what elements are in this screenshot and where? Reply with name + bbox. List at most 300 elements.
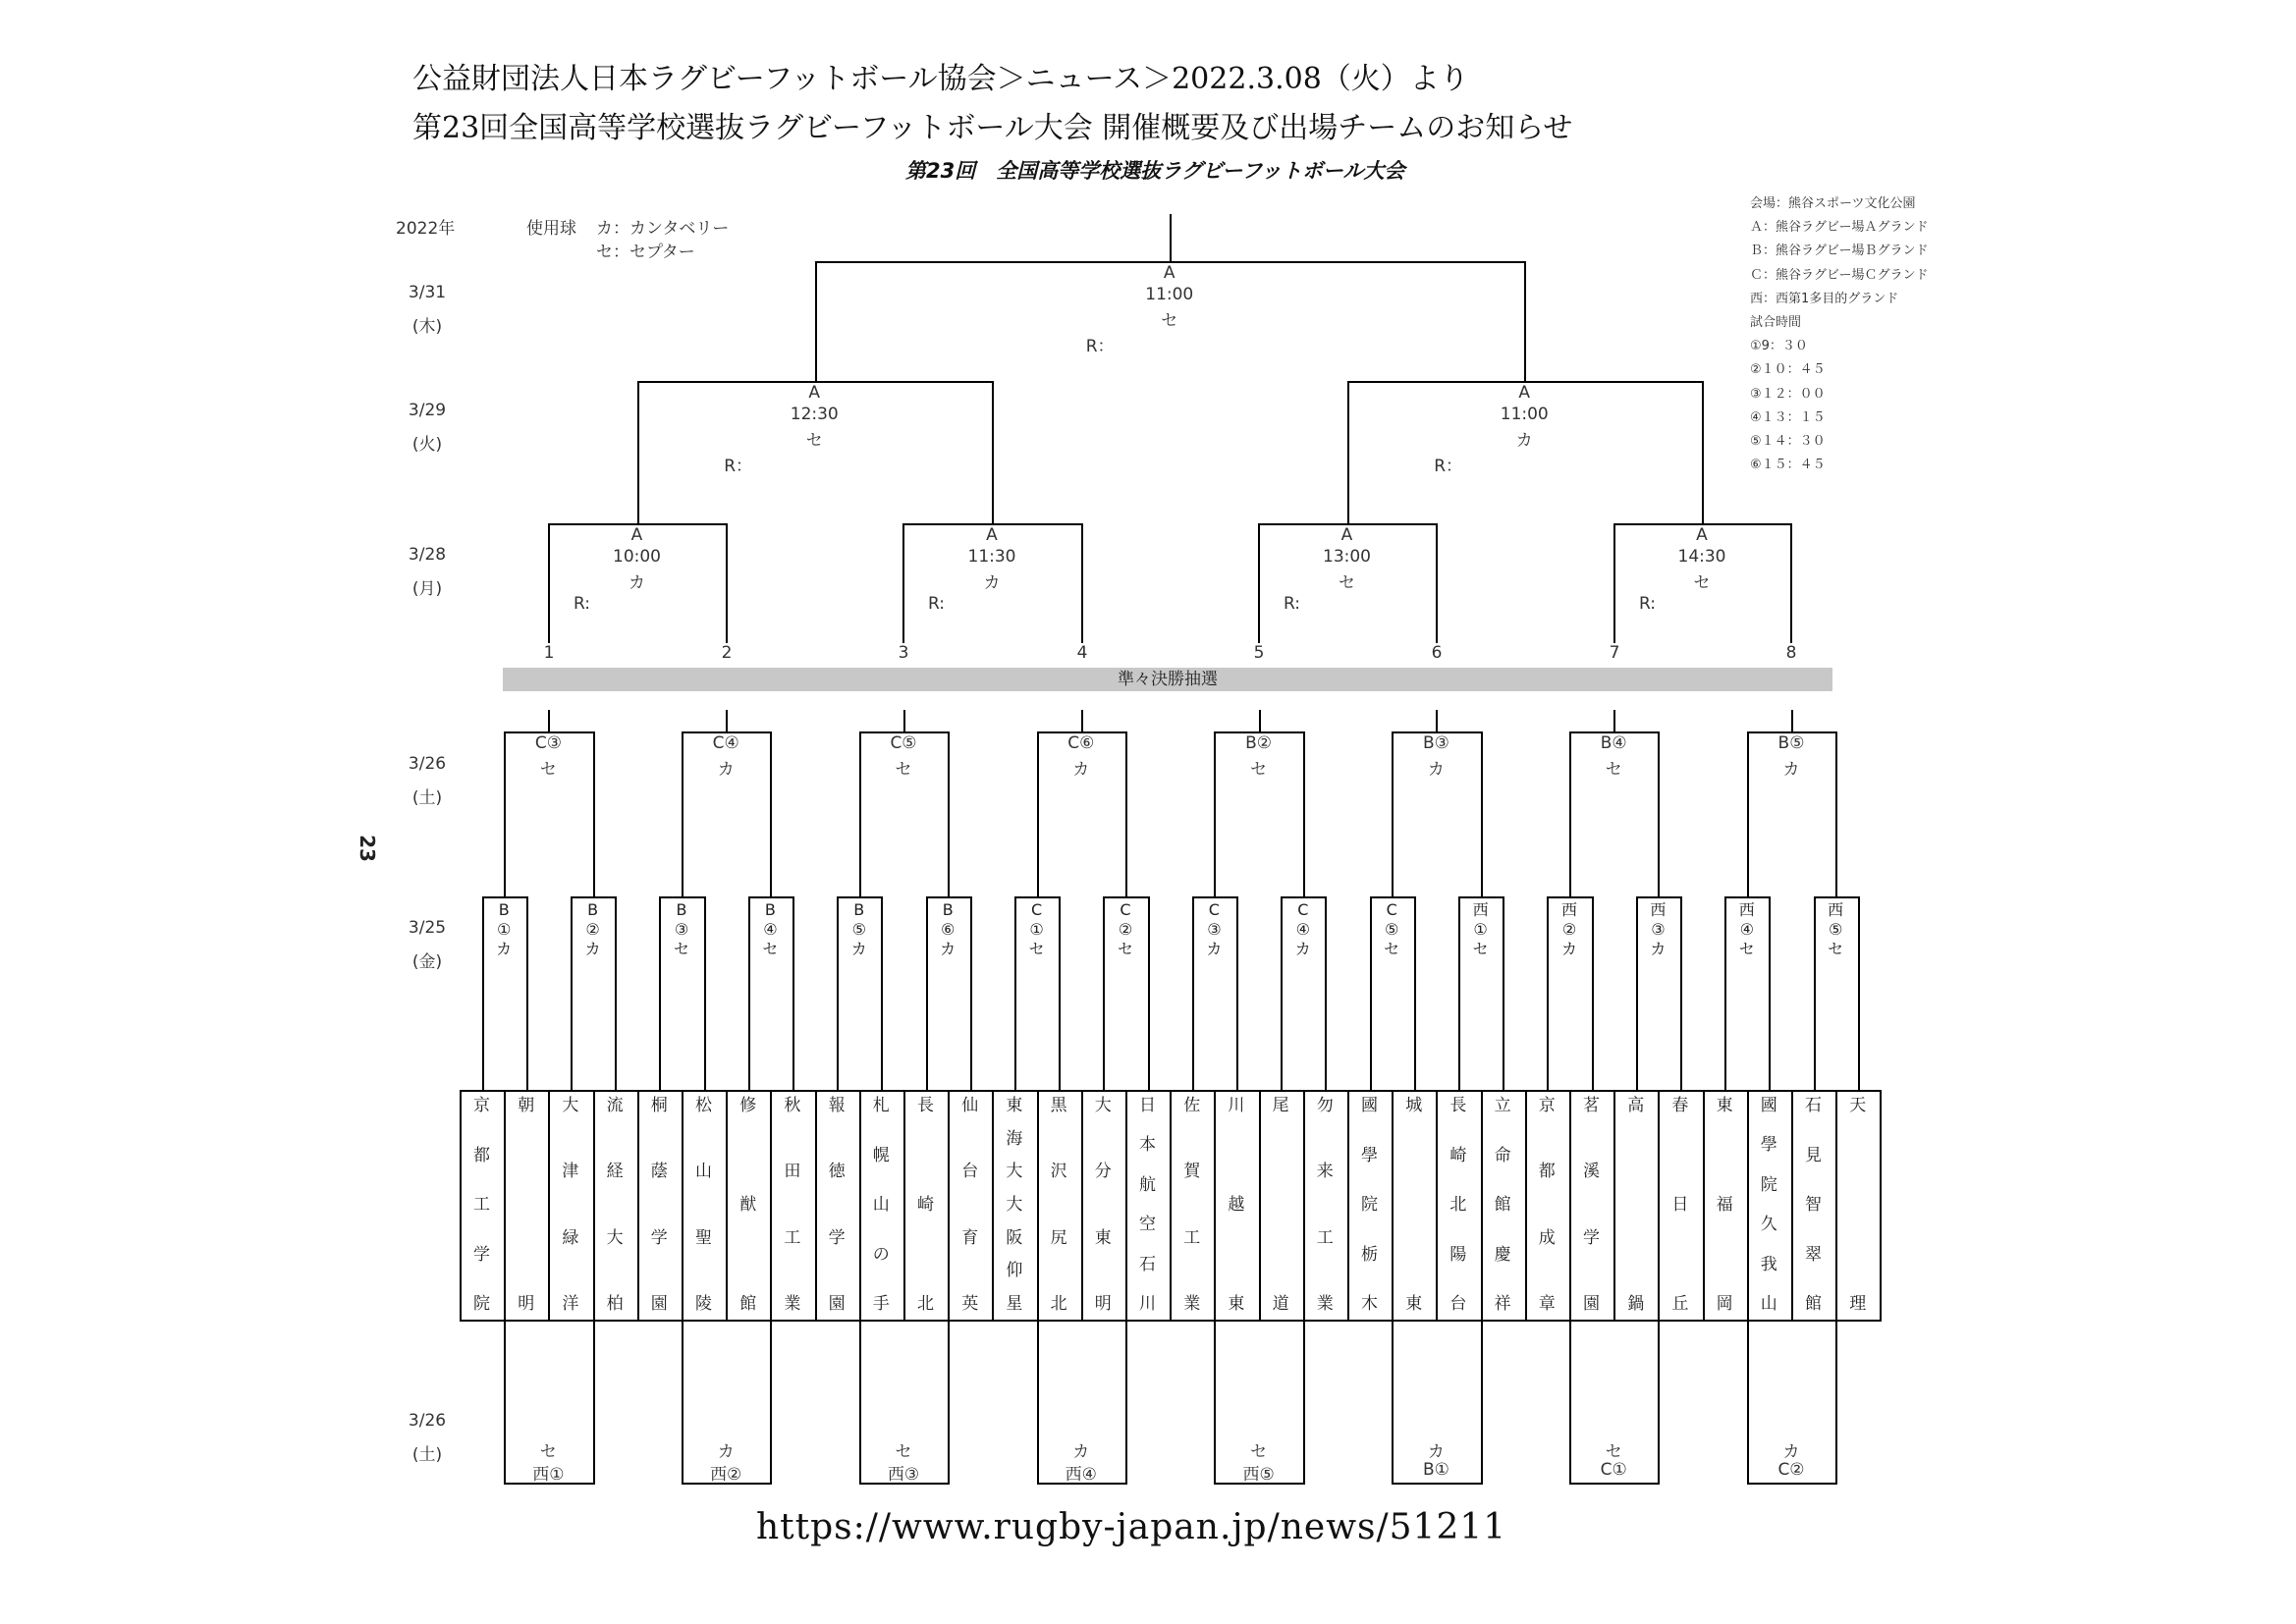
venue-note: 試合時間: [1750, 315, 1802, 330]
team-name: [1481, 1090, 1525, 1320]
team-name-char: 都: [1538, 1162, 1556, 1182]
consolation-bar: [1569, 1483, 1660, 1485]
team-name-char: 流: [606, 1096, 624, 1115]
team-name-char: 日: [1671, 1195, 1689, 1215]
team-name-char: 経: [606, 1162, 624, 1182]
team-name: [504, 1090, 548, 1320]
round1-match-label: [484, 900, 523, 959]
team-name-char: 尻: [1050, 1227, 1067, 1248]
round1-label-part: ⑤: [1385, 920, 1399, 939]
semifinal-time: 12:30: [790, 405, 839, 424]
round1-match-bar: [1370, 896, 1416, 898]
team-name-char: 阪: [1006, 1227, 1023, 1248]
round2-leg: [1037, 731, 1039, 896]
round2-venue: B④: [1600, 733, 1627, 753]
round2-leg: [1747, 731, 1749, 896]
date-quarter: 3/28: [408, 545, 447, 565]
team-name-char: 柏: [606, 1293, 624, 1314]
final-ball: セ: [1161, 311, 1178, 331]
team-name: [770, 1090, 814, 1320]
team-name-char: 館: [1494, 1195, 1511, 1215]
round1-leg: [704, 896, 706, 1090]
team-name-char: 鍋: [1627, 1294, 1645, 1314]
consolation-bar: [1747, 1483, 1837, 1485]
quarterfinal-result: R:: [574, 594, 591, 614]
quarterfinal-leg: [726, 523, 728, 643]
team-name-char: 緑: [562, 1227, 579, 1248]
quarterfinal-leg: [548, 523, 550, 643]
round2-leg: [1303, 731, 1305, 896]
team-name-char: 徳: [828, 1162, 846, 1182]
semifinal-ball: セ: [805, 431, 823, 451]
team-name: [903, 1090, 948, 1320]
round1-label-part: カ: [496, 940, 513, 958]
semifinal-venue: A: [1518, 383, 1531, 403]
team-name-char: 台: [961, 1162, 979, 1182]
weekday-final: (木): [411, 317, 443, 337]
round2-ball: カ: [1427, 760, 1445, 780]
team-name-char: 立: [1494, 1096, 1511, 1115]
round2-leg: [593, 731, 595, 896]
venue-note: Ａ：熊谷ラグビー場Ａグランド: [1750, 220, 1929, 236]
round1-match-label: [1194, 900, 1233, 959]
venue-note: Ｂ：熊谷ラグビー場Ｂグランド: [1750, 244, 1929, 259]
team-name-char: 川: [1139, 1293, 1156, 1314]
round2-ball: セ: [1605, 760, 1622, 780]
team-name-char: 石: [1805, 1096, 1822, 1115]
team-name-char: 学: [828, 1227, 846, 1248]
round1-label-part: C: [1120, 900, 1131, 919]
round1-match-bar: [748, 896, 794, 898]
round2-ball: カ: [1782, 760, 1800, 780]
round1-leg: [1414, 896, 1416, 1090]
weekday-semi: (火): [411, 435, 443, 455]
round1-leg: [1680, 896, 1682, 1090]
quarterfinal-result: R:: [1639, 594, 1657, 614]
team-name-char: 園: [828, 1293, 846, 1314]
team-name-char: 空: [1139, 1215, 1156, 1235]
team-name-char: の: [872, 1244, 890, 1265]
round1-leg: [881, 896, 883, 1090]
source-breadcrumb: 公益財団法人日本ラグビーフットボール協会＞ニュース＞2022.3.08（火）より: [412, 62, 1469, 96]
venue-note: ③１２：００: [1750, 386, 1826, 402]
consolation-leg: [770, 1320, 772, 1483]
final-leg: [815, 261, 817, 381]
round1-label-part: セ: [1472, 940, 1489, 958]
round1-leg: [793, 896, 794, 1090]
team-name-char: 蔭: [650, 1162, 668, 1182]
quarterfinal-venue: A: [630, 525, 643, 545]
team-name-char: 道: [1272, 1294, 1289, 1314]
round1-label-part: ③: [674, 920, 689, 939]
round1-match-bar: [1281, 896, 1327, 898]
team-name-char: 栃: [1361, 1244, 1378, 1265]
consolation-venue: 西①: [532, 1465, 565, 1485]
team-name-char: 溪: [1583, 1162, 1600, 1182]
team-name-char: 崎: [1449, 1145, 1467, 1165]
round1-label-part: B: [764, 900, 776, 919]
round1-match-label: [750, 900, 790, 959]
quarterfinal-ball: セ: [1339, 573, 1355, 593]
team-name-char: 分: [1094, 1162, 1112, 1182]
team-name: [593, 1090, 637, 1320]
team-name-char: 長: [917, 1096, 934, 1115]
team-name-char: 航: [1139, 1174, 1156, 1195]
round2-stem: [726, 710, 728, 731]
team-name: [1347, 1090, 1392, 1320]
team-name-char: 育: [961, 1227, 979, 1248]
team-name-char: 仰: [1006, 1261, 1023, 1281]
date-final: 3/31: [408, 283, 447, 302]
semifinal-venue: A: [808, 383, 821, 403]
champion-stem: [1170, 214, 1172, 261]
quarterfinal-leg: [902, 523, 904, 643]
team-name-char: 章: [1538, 1293, 1556, 1314]
team-name-char: 修: [739, 1096, 757, 1115]
round2-stem: [1259, 710, 1261, 731]
quarterfinal-draw-band: 準々決勝抽選: [503, 668, 1832, 691]
round2-venue: B②: [1245, 733, 1273, 753]
consolation-ball: カ: [717, 1442, 735, 1462]
team-name-char: 報: [828, 1096, 846, 1115]
round1-leg: [1769, 896, 1771, 1090]
team-name: [1525, 1090, 1569, 1320]
weekday-r1: (金): [411, 952, 443, 972]
team-name-char: 秋: [784, 1096, 801, 1115]
team-name-char: 我: [1760, 1254, 1777, 1274]
team-name-char: 丘: [1671, 1294, 1689, 1314]
team-name: [726, 1090, 770, 1320]
team-name-char: 國: [1361, 1096, 1378, 1115]
bracket-slot-number: 1: [543, 643, 555, 663]
team-name-char: 東: [1094, 1227, 1112, 1248]
team-name-char: 学: [473, 1244, 490, 1265]
round1-label-part: B: [587, 900, 599, 919]
round1-match-bar: [1814, 896, 1860, 898]
venue-note: ⑤１４：３０: [1750, 434, 1826, 449]
team-name: [1835, 1090, 1880, 1320]
team-name-char: 工: [1183, 1227, 1201, 1248]
venue-note: 会場：熊谷スポーツ文化公園: [1750, 196, 1916, 211]
round1-leg: [1059, 896, 1061, 1090]
round1-label-part: C: [1386, 900, 1397, 919]
quarterfinal-venue: A: [1340, 525, 1353, 545]
round1-match-bar: [1458, 896, 1504, 898]
team-name: [1125, 1090, 1170, 1320]
team-name-char: 木: [1361, 1294, 1378, 1314]
team-name-char: 見: [1805, 1145, 1822, 1165]
team-name-char: 茗: [1583, 1096, 1600, 1115]
team-name-char: 幌: [872, 1145, 890, 1165]
team-name-char: 國: [1760, 1096, 1777, 1115]
consolation-ball: カ: [1782, 1442, 1800, 1462]
quarterfinal-leg: [1790, 523, 1792, 643]
quarterfinal-time: 11:30: [967, 547, 1016, 567]
team-name-char: 東: [1006, 1096, 1023, 1115]
team-name-char: 東: [1405, 1294, 1423, 1314]
round1-label-part: ③: [1207, 920, 1222, 939]
round2-leg: [1658, 731, 1660, 896]
consolation-leg: [1392, 1320, 1394, 1483]
round1-leg: [1858, 896, 1860, 1090]
round1-label-part: ①: [497, 920, 512, 939]
round1-label-part: ①: [1029, 920, 1044, 939]
team-name-char: 院: [473, 1294, 490, 1314]
team-name-char: 京: [1538, 1096, 1556, 1115]
round1-label-part: カ: [1560, 940, 1577, 958]
consolation-leg: [948, 1320, 950, 1483]
team-name-char: 崎: [917, 1195, 934, 1215]
round1-label-part: ⑤: [851, 920, 866, 939]
round1-label-part: B: [942, 900, 954, 919]
round2-ball: カ: [1072, 760, 1090, 780]
year-label: 2022年: [396, 219, 456, 239]
team-name-char: 館: [1805, 1294, 1822, 1314]
round1-label-part: セ: [1028, 940, 1045, 958]
round1-match-label: [1372, 900, 1411, 959]
team-name-char: 陽: [1449, 1244, 1467, 1265]
weekday-consolation: (土): [411, 1445, 443, 1465]
round1-label-part: セ: [673, 940, 689, 958]
round1-label-part: B: [498, 900, 510, 919]
team-name: [1436, 1090, 1480, 1320]
round1-label-part: ④: [1295, 920, 1310, 939]
semifinal-leg: [637, 381, 639, 523]
round2-leg: [1392, 731, 1394, 896]
team-name-char: 松: [695, 1096, 712, 1115]
round1-leg: [1503, 896, 1504, 1090]
bracket-slot-number: 5: [1253, 643, 1265, 663]
venue-note: Ｃ：熊谷ラグビー場Ｃグランド: [1750, 267, 1929, 283]
consolation-bar: [1392, 1483, 1482, 1485]
team-name-char: 學: [1760, 1135, 1777, 1156]
team-name: [1569, 1090, 1613, 1320]
round1-leg: [1148, 896, 1150, 1090]
round2-leg: [1569, 731, 1571, 896]
team-name-char: 学: [1583, 1227, 1600, 1248]
round2-ball: セ: [539, 760, 557, 780]
team-name-char: 成: [1538, 1227, 1556, 1248]
consolation-ball: セ: [1605, 1442, 1622, 1462]
team-name-char: 英: [961, 1293, 979, 1314]
venue-note: ①9：３０: [1750, 339, 1808, 354]
round1-match-label: [1284, 900, 1323, 959]
quarterfinal-time: 13:00: [1323, 547, 1371, 567]
quarterfinal-result: R:: [1284, 594, 1301, 614]
bracket-slot-number: 6: [1431, 643, 1443, 663]
quarterfinal-ball: カ: [629, 573, 645, 593]
consolation-leg: [1835, 1320, 1837, 1483]
team-name-char: 春: [1671, 1096, 1689, 1115]
round2-leg: [1214, 731, 1216, 896]
round2-venue: B⑤: [1777, 733, 1805, 753]
round1-label-part: C: [1208, 900, 1220, 919]
team-name-char: 東: [1716, 1096, 1733, 1115]
round2-leg: [948, 731, 950, 896]
round1-match-bar: [1014, 896, 1061, 898]
round1-match-bar: [926, 896, 972, 898]
round2-stem: [1613, 710, 1615, 731]
team-name: [1791, 1090, 1835, 1320]
round2-leg: [504, 731, 506, 896]
team-name-char: 都: [473, 1145, 490, 1165]
team-name: [1170, 1090, 1214, 1320]
team-name: [992, 1090, 1036, 1320]
team-grid-divider: [1880, 1090, 1882, 1322]
round1-label-part: 西: [1560, 900, 1577, 919]
consolation-leg: [1569, 1320, 1571, 1483]
consolation-leg: [1214, 1320, 1216, 1483]
weekday-quarter: (月): [411, 579, 443, 599]
team-name-char: 明: [1094, 1293, 1112, 1314]
team-name-char: 学: [650, 1227, 668, 1248]
round1-label-part: 西: [1738, 900, 1755, 919]
team-name-char: 北: [917, 1294, 934, 1314]
round1-match-label: [574, 900, 613, 959]
round1-label-part: B: [676, 900, 687, 919]
round2-stem: [1081, 710, 1083, 731]
round2-leg: [770, 731, 772, 896]
consolation-venue: 西⑤: [1242, 1465, 1275, 1485]
team-name: [1303, 1090, 1347, 1320]
team-name-char: 田: [784, 1162, 801, 1182]
team-name-char: 猷: [739, 1195, 757, 1215]
announcement-title: 第23回全国高等学校選抜ラグビーフットボール大会 開催概要及び出場チームのお知らせ: [412, 111, 1573, 145]
consolation-leg: [859, 1320, 861, 1483]
round1-label-part: セ: [1828, 940, 1844, 958]
team-name-char: 本: [1139, 1135, 1156, 1156]
round1-label-part: カ: [850, 940, 867, 958]
round2-ball: セ: [1250, 760, 1268, 780]
consolation-venue: 西②: [710, 1465, 742, 1485]
tournament-title: 第23回 全国高等学校選抜ラグビーフットボール大会: [905, 159, 1405, 183]
team-name-char: 洋: [562, 1293, 579, 1314]
team-name-char: 仙: [961, 1096, 979, 1115]
round1-match-label: [1638, 900, 1677, 959]
final-time: 11:00: [1145, 285, 1194, 304]
team-name-char: 學: [1361, 1145, 1378, 1165]
round1-label-part: ④: [763, 920, 778, 939]
team-name-char: 尾: [1272, 1096, 1289, 1115]
ball-legend-scepter: セ：セプター: [596, 243, 695, 262]
round1-match-bar: [837, 896, 883, 898]
round1-match-bar: [1724, 896, 1771, 898]
team-name: [1081, 1090, 1125, 1320]
consolation-venue: 西④: [1065, 1465, 1097, 1485]
team-name: [1214, 1090, 1258, 1320]
team-name-char: 川: [1228, 1096, 1245, 1115]
round2-leg: [682, 731, 683, 896]
team-name-char: 院: [1361, 1195, 1378, 1215]
team-name-char: 大: [562, 1096, 579, 1115]
team-name-char: 業: [784, 1293, 801, 1314]
semifinal-leg: [1702, 381, 1704, 523]
team-name: [1037, 1090, 1081, 1320]
team-name-char: 勿: [1316, 1096, 1334, 1115]
bracket-slot-number: 2: [721, 643, 733, 663]
team-name-char: 沢: [1050, 1162, 1067, 1182]
date-semi: 3/29: [408, 401, 447, 420]
semifinal-leg: [1347, 381, 1349, 523]
team-name: [1747, 1090, 1791, 1320]
consolation-ball: セ: [539, 1442, 557, 1462]
round2-stem: [1436, 710, 1438, 731]
round2-venue: C④: [712, 733, 739, 753]
round2-leg: [1125, 731, 1127, 896]
quarterfinal-venue: A: [986, 525, 998, 545]
consolation-venue: 西③: [887, 1465, 920, 1485]
round1-leg: [615, 896, 617, 1090]
round1-match-label: [662, 900, 701, 959]
date-consolation: 3/26: [408, 1411, 447, 1431]
quarterfinal-venue: A: [1696, 525, 1708, 545]
final-venue: A: [1163, 263, 1175, 283]
team-name-char: 日: [1139, 1096, 1156, 1115]
venue-note: 西：西第1多目的グランド: [1750, 291, 1899, 306]
team-name-char: 京: [473, 1096, 490, 1115]
round2-leg: [1835, 731, 1837, 896]
consolation-venue: C①: [1600, 1460, 1627, 1480]
round1-match-label: [1461, 900, 1501, 959]
round1-label-part: セ: [1117, 940, 1133, 958]
round1-match-label: [1017, 900, 1057, 959]
round1-label-part: カ: [1206, 940, 1223, 958]
consolation-leg: [682, 1320, 683, 1483]
team-name-char: 山: [1760, 1293, 1777, 1314]
round1-match-bar: [1103, 896, 1149, 898]
round1-leg: [1236, 896, 1238, 1090]
team-name-char: 智: [1805, 1195, 1822, 1215]
team-name: [1613, 1090, 1658, 1320]
consolation-leg: [1125, 1320, 1127, 1483]
team-name-char: 院: [1760, 1174, 1777, 1195]
team-name-char: 慶: [1494, 1244, 1511, 1265]
semifinal-ball: カ: [1515, 431, 1533, 451]
team-name-char: 大: [1006, 1162, 1023, 1182]
round2-ball: カ: [717, 760, 735, 780]
round1-label-part: 西: [1828, 900, 1844, 919]
round1-label-part: セ: [1738, 940, 1755, 958]
team-name-char: 翠: [1805, 1244, 1822, 1265]
consolation-ball: セ: [1250, 1442, 1268, 1462]
round1-match-bar: [571, 896, 617, 898]
consolation-leg: [1658, 1320, 1660, 1483]
date-r2: 3/26: [408, 754, 447, 774]
round1-label-part: C: [1297, 900, 1309, 919]
bracket-slot-number: 3: [898, 643, 909, 663]
team-name: [1259, 1090, 1303, 1320]
team-name-char: 祥: [1494, 1294, 1511, 1314]
team-name-char: 城: [1405, 1096, 1423, 1115]
quarterfinal-time: 10:00: [613, 547, 661, 567]
team-name: [682, 1090, 726, 1320]
round1-label-part: C: [1031, 900, 1043, 919]
round2-venue: C③: [534, 733, 562, 753]
team-name-char: 岡: [1716, 1294, 1733, 1314]
consolation-leg: [1037, 1320, 1039, 1483]
team-name-char: 台: [1449, 1294, 1467, 1314]
team-name-char: 工: [1316, 1227, 1334, 1248]
round1-leg: [1325, 896, 1327, 1090]
team-name: [460, 1090, 504, 1320]
round1-label-part: ④: [1739, 920, 1754, 939]
team-name-char: 津: [562, 1162, 579, 1182]
venue-note: ⑥１５：４５: [1750, 458, 1826, 473]
consolation-leg: [504, 1320, 506, 1483]
round2-ball: セ: [895, 760, 912, 780]
consolation-leg: [1303, 1320, 1305, 1483]
team-name: [815, 1090, 859, 1320]
